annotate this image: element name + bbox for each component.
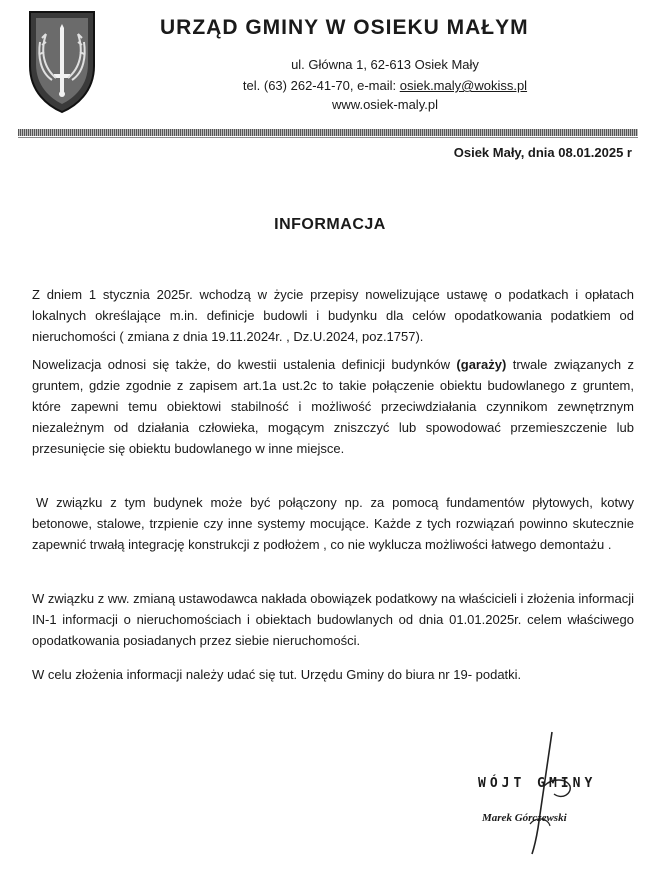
paragraph-2 [32, 354, 634, 459]
paragraph-3: W związku z tym budynek może być połączony np. za pomocą fundamentów płytowych, kotwy betonowe, stalowe, trzpienie czy inne systemy mocujące. Każde z tych rozwiązań powinno skutecznie zapewnić trwałą integrację konstrukcji z podłożem , co nie wyklucza możliwości łatwego demontażu . [32, 495, 634, 552]
paragraph-2-bold: (garaży) [456, 357, 507, 372]
paragraph-1: Z dniem 1 stycznia 2025r. wchodzą w życie przepisy nowelizujące ustawę o podatkach i opłatach lokalnych określające m.in. definicje budowli i budynku dla celów opodatkowania podatkiem od nieruchomości ( zmiana z dnia 19.11.2024r. , Dz.U.2024, poz.1757). [32, 287, 634, 344]
paragraph-4: W związku z ww. zmianą ustawodawca nakłada obowiązek podatkowy na właścicieli i złożenia informacji IN-1 informacji o nieruchomościach i obiektach budowlanych od dnia 01.01.2025r. celem właściwego opodatkowania posiadanych przez siebie nieruchomości. [32, 591, 634, 648]
coat-of-arms-icon [26, 8, 98, 114]
paragraph-2-text-a: Nowelizacja odnosi się także, do kwestii ustalenia definicji budynków [32, 357, 457, 372]
date-line: Osiek Mały, dnia 08.01.2025 r [453, 145, 632, 160]
paragraph-5: W celu złożenia informacji należy udać się tut. Urzędu Gminy do biura nr 19- podatki. [32, 667, 522, 682]
paragraph-2-text-b: trwale związanych z gruntem, gdzie zgodnie z zapisem art.1a ust.2c to takie połączenie obiektu budowlanego z gruntem, które zapewni temu obiektowi stabilność i możliwość przeciwdziałania czynnikom zewnętrznym niezależnym od działania człowieka, mogącym zniszczyć lub spowodować przemieszczenie lub przesunięcie się obiektu budowlanego w inne miejsce. [32, 357, 635, 456]
office-name: URZĄD GMINY W OSIEKU MAŁYM [160, 16, 529, 39]
website-link[interactable]: www.osiek-maly.pl [332, 97, 438, 112]
office-contact-line [160, 77, 610, 94]
phone-text: tel. (63) 262-41-70, e-mail: [242, 78, 400, 93]
signatory-title: WÓJT GMINY [478, 776, 597, 791]
header-divider [18, 129, 638, 136]
handwritten-signature-icon [500, 728, 590, 858]
signatory-name: Marek Górczewski [482, 812, 567, 824]
email-link[interactable]: osiek.maly@wokiss.pl [399, 78, 528, 93]
document-title: INFORMACJA [274, 216, 386, 233]
office-address: ul. Główna 1, 62-613 Osiek Mały [291, 57, 479, 72]
header-divider-line [18, 137, 638, 138]
